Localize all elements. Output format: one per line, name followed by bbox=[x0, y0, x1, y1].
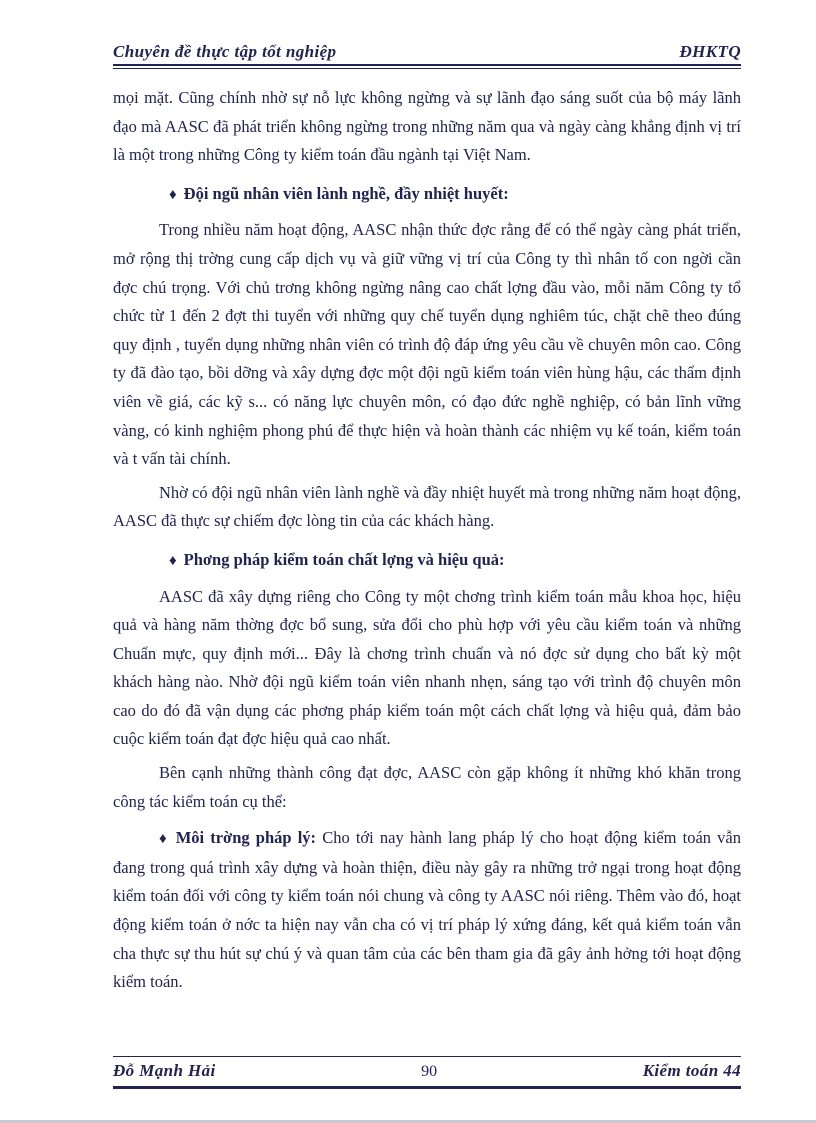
header-rule bbox=[113, 64, 741, 69]
section-heading bbox=[113, 180, 741, 210]
diamond-bullet-icon: ♦ bbox=[169, 186, 177, 203]
footer-rule-top bbox=[113, 1056, 741, 1057]
page-header bbox=[113, 42, 741, 62]
paragraph: mọi mặt. Cũng chính nhờ sự nỗ lực không ngừng và sự lãnh đạo sáng suốt của bộ máy lãnh đạo mà AASC đã phát triển không ngừng trong những năm qua và ngày càng khẳng định vị trí là một trong những Công ty kiểm toán đầu ngành tại Việt Nam. bbox=[113, 88, 741, 165]
paragraph: Bên cạnh những thành công đạt đợc, AASC còn gặp không ít những khó khăn trong công tác kiểm toán cụ thể: bbox=[113, 763, 741, 811]
footer-rule-bottom bbox=[113, 1086, 741, 1089]
diamond-bullet-icon: ♦ bbox=[159, 831, 169, 848]
header-left-title: Chuyên đề thực tập tốt nghiệp bbox=[113, 42, 337, 61]
footer-author: Đỗ Mạnh Hải bbox=[113, 1061, 216, 1080]
document-body bbox=[113, 84, 741, 1049]
paragraph: Nhờ có đội ngũ nhân viên lành nghề và đầy nhiệt huyết mà trong những năm hoạt động, AASC đã thực sự chiếm đợc lòng tin của các khách hàng. bbox=[113, 482, 741, 531]
paragraph bbox=[113, 824, 741, 997]
footer-page-number: 90 bbox=[421, 1063, 438, 1080]
header-right-title: ĐHKTQ bbox=[679, 42, 741, 61]
paragraph: AASC đã xây dựng riêng cho Công ty một chơng trình kiểm toán mẫu khoa học, hiệu quả và hàng năm thờng đợc bổ sung, sửa đổi cho phù hợp với yêu cầu kiểm toán và những Chuẩn mực, quy định mới... Đây là chơng trình chuẩn và nó đợc sử dụng cho bất kỳ một khách hàng nào. Nhờ đội ngũ kiểm toán viên nhanh nhẹn, sáng tạo với trình độ chuyên môn cao do đó đã vận dụng các phơng pháp kiểm toán một cách chất lợng và hiệu quả, đảm bảo cuộc kiểm toán đạt đợc hiệu quả cao nhất. bbox=[113, 586, 741, 749]
inline-heading-label: Môi trờng pháp lý: bbox=[175, 828, 317, 848]
footer-course: Kiểm toán 44 bbox=[642, 1061, 741, 1080]
section-heading-label: Đội ngũ nhân viên lành nghề, đầy nhiệt huyết: bbox=[183, 183, 509, 203]
page-footer bbox=[113, 1061, 741, 1081]
paragraph-text: Cho tới nay hành lang pháp lý cho hoạt động kiểm toán vẫn đang trong quá trình xây dựng và hoàn thiện, điều này gây ra những trở ngại trong hoạt động kiểm toán đối với công ty kiểm toán nói chung và công ty AASC nói riêng. Thêm vào đó, hoạt động kiểm toán ở nớc ta hiện nay vẫn cha có vị trí pháp lý xứng đáng, kết quả kiểm toán vẫn cha thực sự thu hút sự chú ý và quan tâm của các bên tham gia đã gây ảnh hởng tới hoạt động kiểm toán. bbox=[113, 828, 741, 992]
paragraph: Trong nhiều năm hoạt động, AASC nhận thức đợc rằng để có thể ngày càng phát triển, mở rộng thị trờng cung cấp dịch vụ và giữ vững vị trí của Công ty thì nhân tố con ngời cần đợc chú trọng. Với chủ trơng không ngừng nâng cao chất lợng đầu vào, mỗi năm Công ty tổ chức từ 1 đến 2 đợt thi tuyển với những quy chế tuyển dụng nghiêm túc, chặt chẽ theo đúng quy định , tuyển dụng những nhân viên có trình độ đáp ứng yêu cầu về chuyên môn cao. Công ty đã đào tạo, bồi dỡng và xây dựng đợc một đội ngũ kiểm toán viên hùng hậu, các thẩm định viên về giá, các kỹ s... có năng lực chuyên môn, có đạo đức nghề nghiệp, có bản lĩnh vững vàng, có kinh nghiệm phong phú để thực hiện và hoàn thành các nhiệm vụ kế toán, kiểm toán và t vấn tài chính. bbox=[113, 220, 741, 469]
section-heading-label: Phơng pháp kiểm toán chất lợng và hiệu quả: bbox=[183, 549, 505, 569]
section-heading bbox=[113, 546, 741, 576]
diamond-bullet-icon: ♦ bbox=[169, 552, 177, 569]
